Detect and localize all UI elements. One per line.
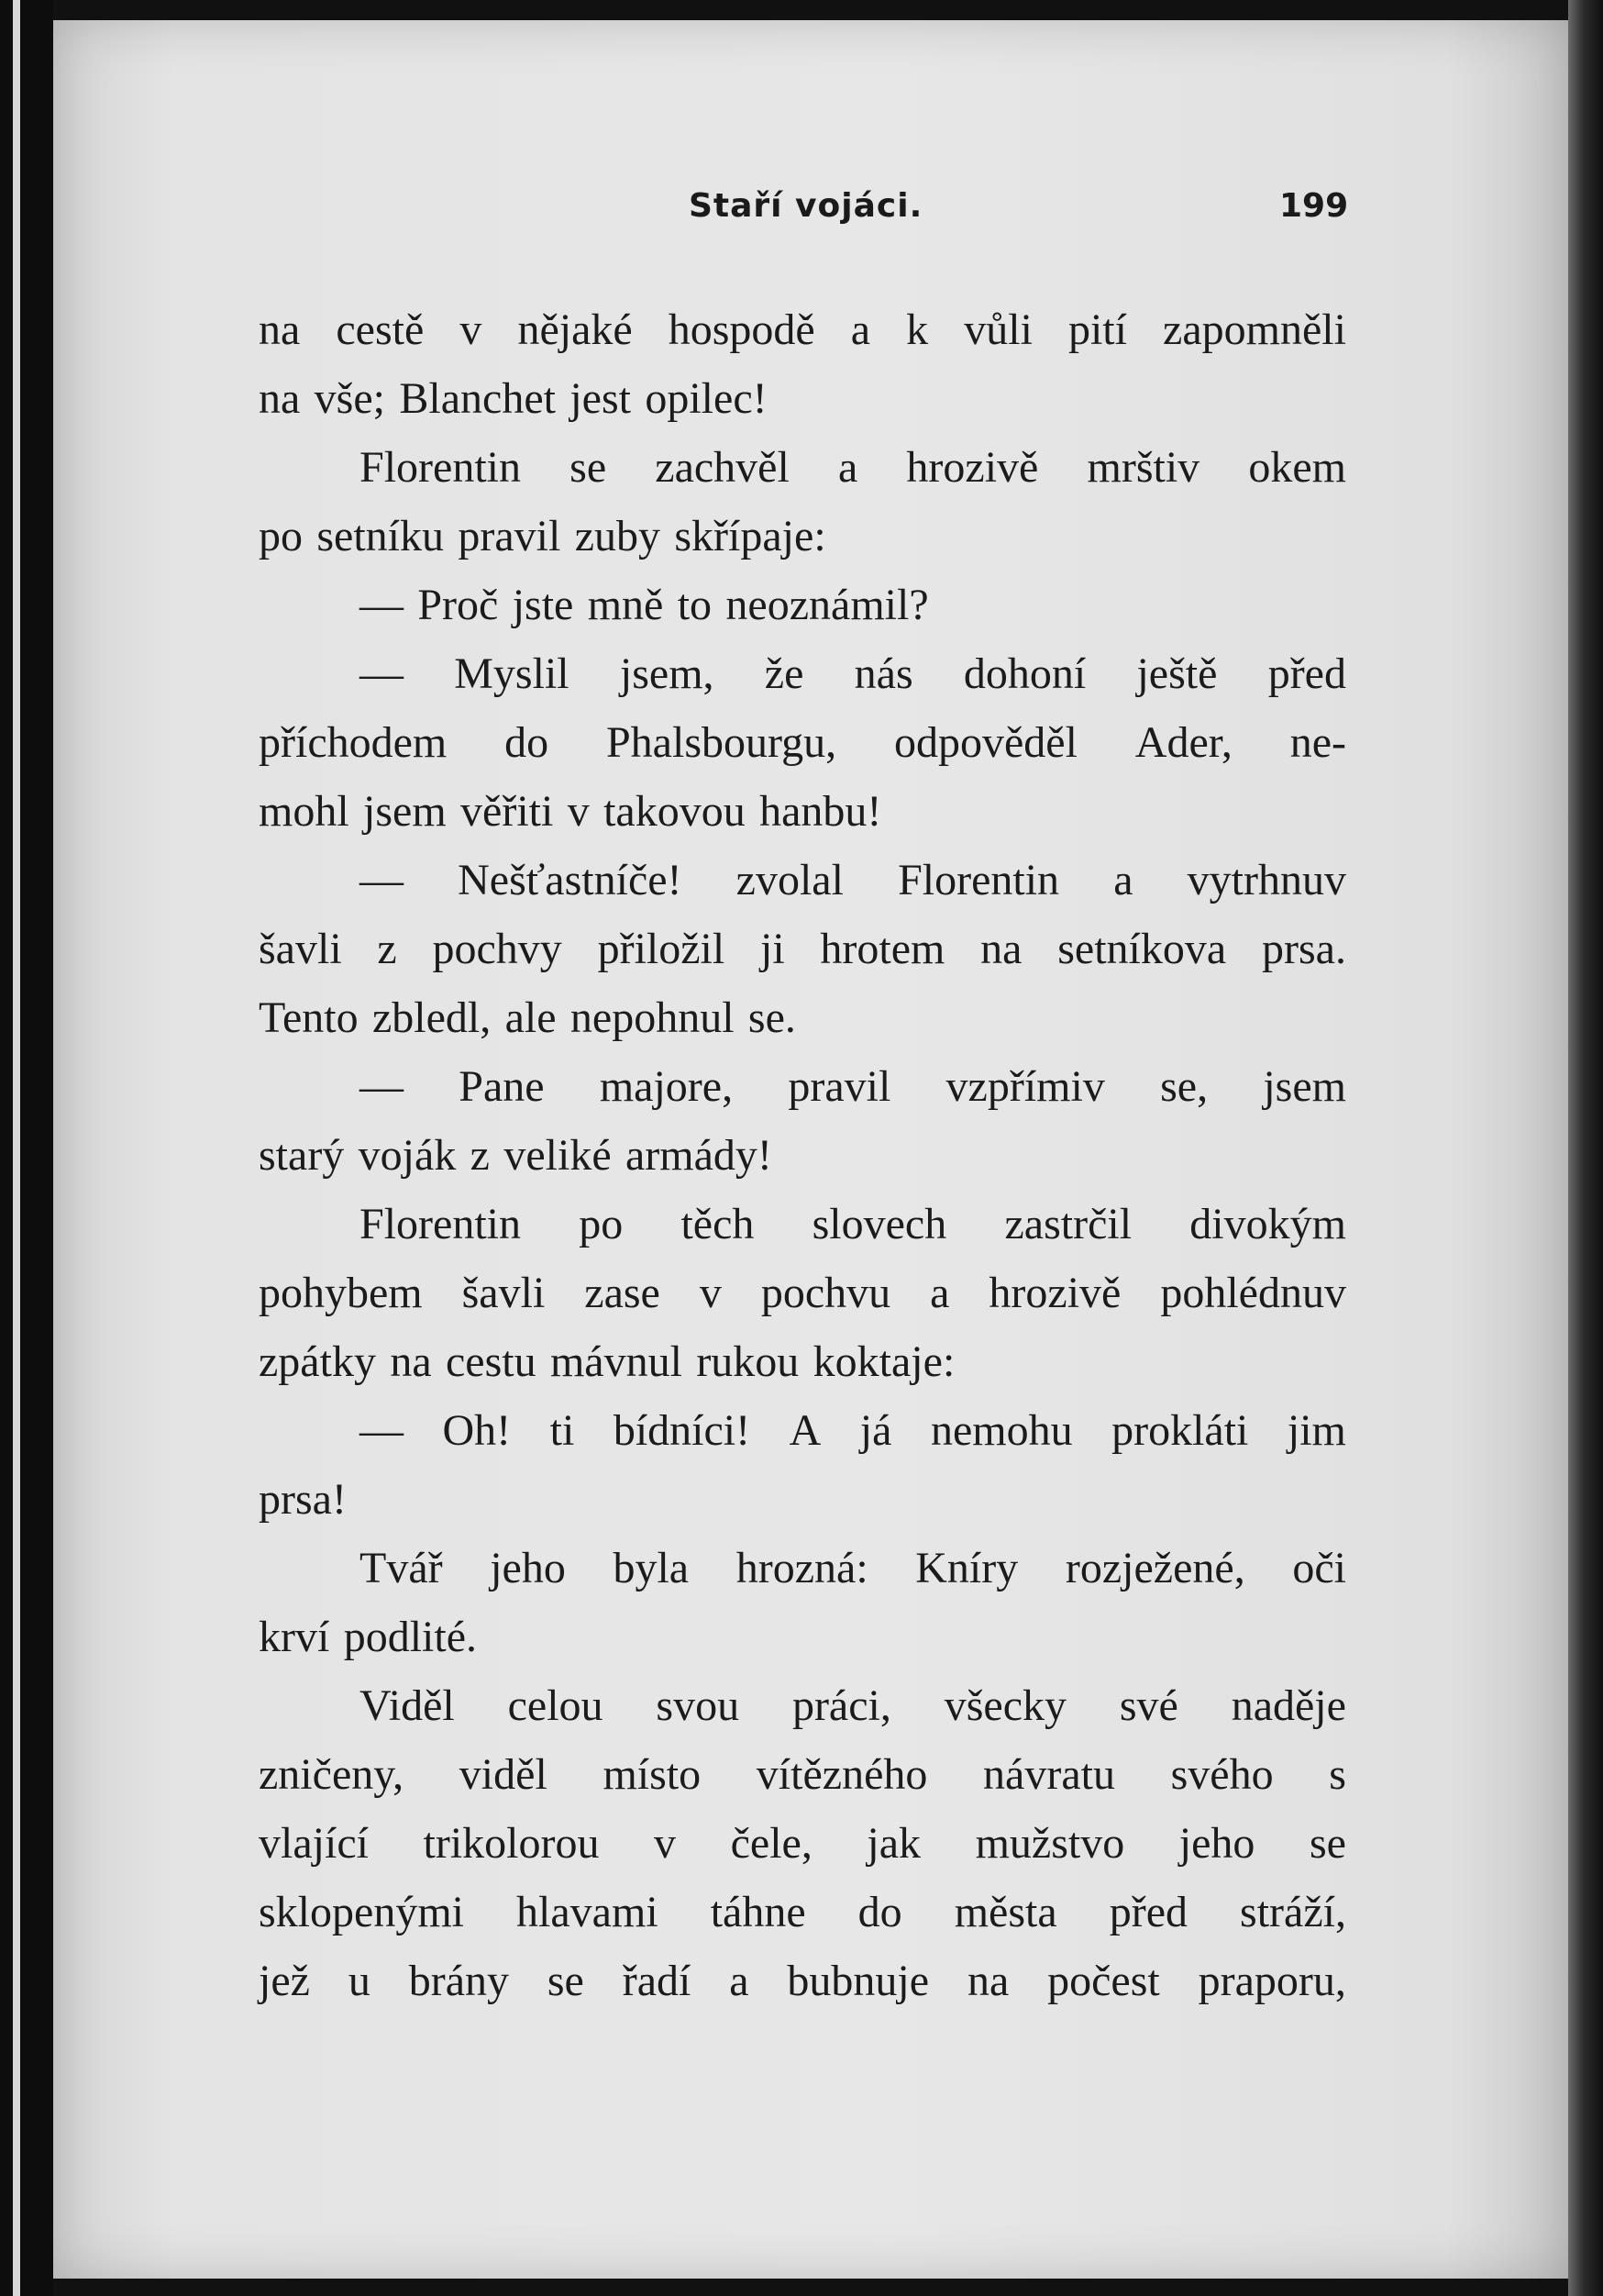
- word: slovech: [812, 1200, 947, 1248]
- word: na: [980, 925, 1023, 973]
- text-line: [259, 777, 1346, 846]
- word: Nešťastníče!: [458, 856, 682, 904]
- text-line: [259, 983, 1346, 1052]
- text-line: [259, 915, 1346, 983]
- word: Viděl: [359, 1681, 455, 1730]
- word: práci,: [791, 1681, 891, 1730]
- word: hanbu!: [759, 787, 882, 836]
- word: vůli: [964, 305, 1033, 354]
- word: Tento: [259, 993, 359, 1042]
- word: jest: [569, 374, 631, 423]
- text-line: [259, 571, 1346, 639]
- word: na: [259, 374, 301, 423]
- word: vzpřímiv: [945, 1062, 1105, 1111]
- word: viděl: [459, 1750, 547, 1799]
- text-line: [259, 1259, 1346, 1327]
- word: jim: [1287, 1406, 1346, 1455]
- word: ne-: [1289, 718, 1346, 767]
- word: návratu: [983, 1750, 1115, 1799]
- word: hrozivě: [906, 443, 1039, 492]
- word: oči: [1292, 1544, 1346, 1592]
- word: příchodem: [259, 718, 448, 767]
- left-scan-border: [0, 0, 53, 2296]
- word: v: [459, 305, 482, 354]
- word: se.: [747, 993, 796, 1042]
- word: zachvěl: [655, 443, 790, 492]
- word: hrozná:: [735, 1544, 868, 1592]
- word: zapomněli: [1163, 305, 1346, 354]
- text-line: [259, 502, 1346, 571]
- word: Ader,: [1134, 718, 1233, 767]
- word: u: [348, 1957, 370, 2005]
- word: jeho: [490, 1544, 566, 1592]
- word: prsa.: [1261, 925, 1346, 973]
- word: mohl: [259, 787, 349, 836]
- word: hlavami: [516, 1888, 658, 1936]
- word: byla: [613, 1544, 690, 1592]
- word: a: [930, 1269, 950, 1317]
- word: koktaje:: [813, 1337, 956, 1386]
- word: odpověděl: [893, 718, 1078, 767]
- word: sklopenými: [259, 1888, 464, 1936]
- word: věřiti: [460, 787, 554, 836]
- text-line: [259, 1534, 1346, 1603]
- word: pohybem: [259, 1269, 423, 1317]
- word: a: [837, 443, 858, 492]
- word: okem: [1248, 443, 1346, 492]
- word: hospodě: [668, 305, 815, 354]
- word: krví: [259, 1613, 330, 1661]
- word: vlající: [259, 1819, 369, 1868]
- word: přiložil: [597, 925, 725, 973]
- word: a: [850, 305, 871, 354]
- right-scan-border: [1568, 0, 1603, 2296]
- word: trikolorou: [423, 1819, 600, 1868]
- text-line: [259, 1465, 1346, 1534]
- word: zničeny,: [259, 1750, 404, 1799]
- word: bubnuje: [787, 1957, 930, 2005]
- word: hrotem: [820, 925, 945, 973]
- word: ale: [504, 993, 557, 1042]
- text-line: [259, 1809, 1346, 1878]
- word: v: [654, 1819, 677, 1868]
- word: počest: [1047, 1957, 1160, 2005]
- word: všecky: [944, 1681, 1067, 1730]
- word: v: [567, 787, 590, 836]
- word: mně: [587, 581, 664, 629]
- word: A: [789, 1406, 822, 1455]
- text-line: [259, 1671, 1346, 1740]
- text-line: [259, 1740, 1346, 1809]
- page-number: 199: [1279, 187, 1349, 225]
- word: starý: [259, 1131, 345, 1180]
- word: nějaké: [517, 305, 633, 354]
- word: majore,: [599, 1062, 734, 1111]
- word: Pane: [459, 1062, 545, 1111]
- word: zbledl,: [371, 993, 492, 1042]
- word: rozježené,: [1065, 1544, 1245, 1592]
- word: —: [359, 1406, 404, 1455]
- word: —: [359, 856, 404, 904]
- text-line: [259, 433, 1346, 502]
- word: pití: [1067, 305, 1127, 354]
- word: se,: [1160, 1062, 1209, 1111]
- word: že: [764, 649, 804, 698]
- word: jež: [259, 1957, 310, 2005]
- text-line: [259, 295, 1346, 364]
- word: Florentin: [359, 443, 521, 492]
- word: s: [1329, 1750, 1346, 1799]
- word: zpátky: [259, 1337, 376, 1386]
- word: čele,: [730, 1819, 813, 1868]
- word: —: [359, 581, 404, 629]
- word: mávnul: [549, 1337, 682, 1386]
- word: armády!: [625, 1131, 772, 1180]
- word: šavli: [259, 925, 342, 973]
- word: voják: [358, 1131, 457, 1180]
- word: se: [569, 443, 607, 492]
- word: cestu: [445, 1337, 536, 1386]
- text-line: [259, 1947, 1346, 2015]
- previous-page-edge: [13, 0, 20, 2296]
- word: dohoní: [963, 649, 1087, 698]
- word: podlité.: [343, 1613, 477, 1661]
- word: Kníry: [915, 1544, 1019, 1592]
- word: jsem: [1263, 1062, 1346, 1111]
- word: Proč: [417, 581, 499, 629]
- word: setníkova: [1057, 925, 1227, 973]
- text-line: [259, 1603, 1346, 1671]
- word: na: [390, 1337, 432, 1386]
- word: nepohnul: [569, 993, 735, 1042]
- word: na: [259, 305, 301, 354]
- word: takovou: [603, 787, 746, 836]
- word: rukou: [696, 1337, 800, 1386]
- word: táhne: [710, 1888, 806, 1936]
- word: to: [677, 581, 713, 629]
- word: divokým: [1189, 1200, 1346, 1248]
- running-title: Staří vojáci.: [689, 187, 923, 225]
- word: hrozivě: [989, 1269, 1122, 1317]
- word: zvolal: [735, 856, 844, 904]
- word: k: [906, 305, 929, 354]
- text-line: [259, 1396, 1346, 1465]
- word: na: [967, 1957, 1010, 2005]
- word: do: [504, 718, 549, 767]
- word: pravil: [788, 1062, 891, 1111]
- word: stráží,: [1240, 1888, 1346, 1936]
- word: před: [1267, 649, 1346, 698]
- word: naděje: [1231, 1681, 1346, 1730]
- word: vše;: [314, 374, 385, 423]
- word: prsa!: [259, 1475, 347, 1524]
- word: nás: [854, 649, 913, 698]
- word: zastrčil: [1004, 1200, 1133, 1248]
- text-line: [259, 1121, 1346, 1190]
- word: zase: [584, 1269, 660, 1317]
- text-line: [259, 708, 1346, 777]
- word: Myslil: [454, 649, 569, 698]
- word: Tvář: [359, 1544, 443, 1592]
- text-line: [259, 1878, 1346, 1947]
- word: města: [954, 1888, 1057, 1936]
- word: šavli: [461, 1269, 546, 1317]
- text-line: [259, 1327, 1346, 1396]
- word: Oh!: [442, 1406, 512, 1455]
- word: veliké: [503, 1131, 612, 1180]
- text-line: [259, 1052, 1346, 1121]
- word: jak: [867, 1819, 922, 1868]
- word: setníku: [316, 512, 445, 560]
- word: před: [1109, 1888, 1188, 1936]
- word: vytrhnuv: [1187, 856, 1346, 904]
- word: a: [1113, 856, 1133, 904]
- word: pochvu: [760, 1269, 891, 1317]
- word: pravil: [458, 512, 561, 560]
- word: cestě: [336, 305, 425, 354]
- word: a: [729, 1957, 749, 2005]
- word: bídníci!: [613, 1406, 751, 1455]
- word: jeho: [1178, 1819, 1255, 1868]
- word: opilec!: [645, 374, 768, 423]
- word: skřípaje:: [674, 512, 826, 560]
- word: svou: [656, 1681, 740, 1730]
- word: zuby: [574, 512, 661, 560]
- text-line: [259, 1190, 1346, 1259]
- word: Blanchet: [399, 374, 556, 423]
- word: brány: [408, 1957, 509, 2005]
- word: praporu,: [1198, 1957, 1346, 2005]
- word: ji: [759, 925, 785, 973]
- word: jsem,: [619, 649, 714, 698]
- word: —: [359, 1062, 404, 1111]
- word: po: [579, 1200, 624, 1248]
- word: z: [377, 925, 397, 973]
- word: —: [359, 649, 404, 698]
- word: prokláti: [1111, 1406, 1249, 1455]
- word: Florentin: [898, 856, 1060, 904]
- word: já: [859, 1406, 892, 1455]
- word: v: [699, 1269, 722, 1317]
- text-line: [259, 846, 1346, 915]
- word: se: [1309, 1819, 1346, 1868]
- word: řadí: [622, 1957, 691, 2005]
- word: z: [470, 1131, 490, 1180]
- text-line: [259, 639, 1346, 708]
- word: mrštiv: [1087, 443, 1200, 492]
- body-text: [259, 295, 1346, 2015]
- text-line: [259, 364, 1346, 433]
- word: ještě: [1136, 649, 1218, 698]
- word: místo: [603, 1750, 702, 1799]
- word: jsem: [363, 787, 447, 836]
- word: nemohu: [930, 1406, 1073, 1455]
- word: po: [259, 512, 303, 560]
- word: do: [857, 1888, 902, 1936]
- word: vítězného: [756, 1750, 928, 1799]
- word: jste: [512, 581, 574, 629]
- word: Phalsbourgu,: [605, 718, 837, 767]
- word: své: [1119, 1681, 1178, 1730]
- word: mužstvo: [975, 1819, 1125, 1868]
- word: neoznámil?: [725, 581, 929, 629]
- word: pohlédnuv: [1160, 1269, 1346, 1317]
- word: pochvy: [432, 925, 562, 973]
- word: svého: [1170, 1750, 1274, 1799]
- word: se: [547, 1957, 584, 2005]
- word: těch: [680, 1200, 755, 1248]
- word: ti: [549, 1406, 575, 1455]
- word: Florentin: [359, 1200, 521, 1248]
- word: celou: [507, 1681, 603, 1730]
